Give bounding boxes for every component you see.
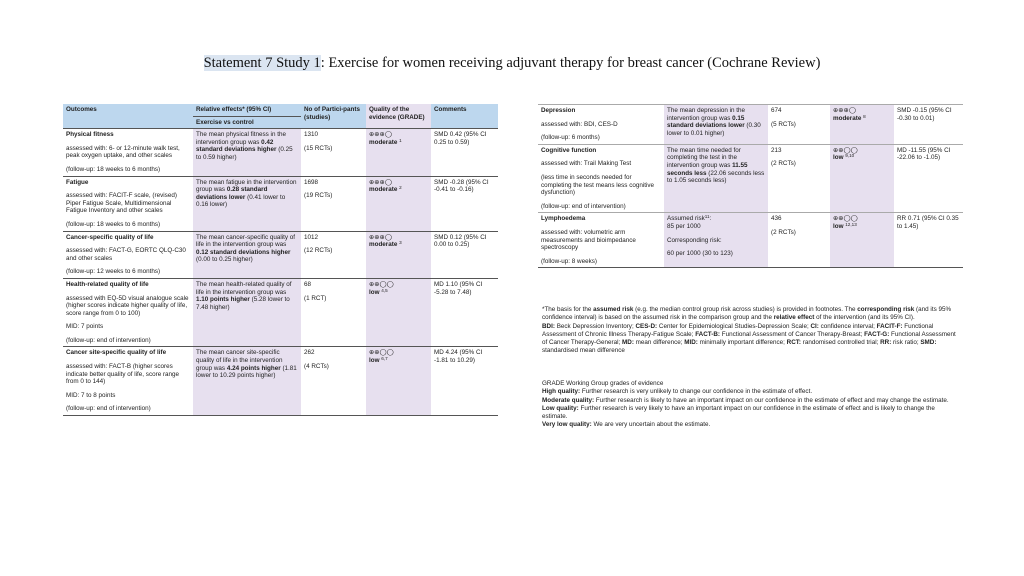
effect-pre: The mean cancer site-specific quality of life in the intervention group was: [196, 349, 283, 372]
grade-cell: [830, 213, 894, 268]
effect-text: [196, 349, 298, 379]
effect-cell: [193, 278, 301, 347]
outcome-followup: (follow-up: 18 weeks to 6 months): [66, 220, 161, 228]
effect-pre: The mean physical fitness in the intervention group was: [196, 131, 286, 146]
outcome-mid: MID: 7 to 8 points: [66, 391, 116, 399]
effect-pre: The mean fatigue in the intervention group was: [196, 178, 297, 194]
slide-title: [0, 55, 1024, 72]
effect-line: 85 per 1000: [667, 222, 701, 230]
footnotes: [542, 306, 962, 356]
participants-count: 213: [771, 146, 782, 154]
participants-cell: [768, 144, 830, 213]
effect-post: (0.30 lower to 0.01 higher): [667, 122, 761, 137]
header-quality: Quality of the evidence (GRADE): [366, 104, 431, 129]
grade-label: [369, 186, 428, 194]
outcome-followup: (follow-up: 6 months): [541, 134, 600, 142]
participants-count: 1698: [304, 178, 319, 186]
comment-cell: SMD -0.15 (95% CI -0.30 to 0.01): [894, 105, 963, 145]
outcome-cell: [63, 129, 193, 176]
grade-label: [833, 154, 891, 162]
table-row: [63, 129, 498, 176]
comment-cell: SMD 0.42 (95% CI 0.25 to 0.59): [431, 129, 498, 176]
grade-footnote: 9,10: [845, 153, 855, 159]
studies-count: (19 RCTs): [304, 192, 333, 200]
effect-cell: [664, 105, 768, 145]
effect-line: Corresponding risk:: [667, 236, 722, 244]
effect-post: (1.81 lower to 10.29 points higher): [196, 364, 297, 380]
outcome-cell: [63, 231, 193, 278]
participants-count: 1310: [304, 131, 319, 139]
effect-bold: 0.28 standard deviations lower: [196, 186, 268, 201]
effect-text: [196, 234, 298, 264]
outcome-cell: [538, 213, 664, 268]
effect-text: [196, 281, 298, 311]
grade-high: High quality: Further research is very unlikely to change our confidence in the estimate of effect.: [542, 388, 813, 396]
grade-cell: [830, 105, 894, 145]
comment-cell: MD 1.10 (95% CI -5.28 to 7.48): [431, 278, 498, 347]
participants-cell: [301, 129, 366, 176]
grade-footnote: 2: [399, 185, 402, 191]
grade-cell: [366, 347, 431, 416]
comment-cell: SMD -0.28 (95% CI -0.41 to -0.16): [431, 176, 498, 231]
studies-count: (2 RCTs): [771, 228, 796, 236]
effect-cell: [193, 129, 301, 176]
effect-post: :: [709, 215, 712, 223]
grade-symbols: ⊕⊕⊕◯: [369, 178, 392, 186]
studies-count: (1 RCT): [304, 294, 327, 302]
effect-cell: [193, 176, 301, 231]
footnote-basis: *The basis for the assumed risk (e.g. the median control group risk across studies) is provided in footnotes. The corresponding risk (and its 95% confidence interval) is based on the assumed risk in the comparison group and the relative effect of the intervention (and its 95% CI).: [542, 306, 952, 322]
table-row: [538, 105, 963, 145]
effect-pre: The mean time needed for completing the test in the intervention group was: [667, 146, 741, 169]
effect-text: [667, 215, 765, 223]
grade-level: moderate: [369, 241, 398, 249]
studies-count: (5 RCTs): [771, 120, 796, 128]
effect-cell: [193, 231, 301, 278]
effect-text: [196, 179, 298, 209]
outcome-cell: [63, 176, 193, 231]
studies-count: (12 RCTs): [304, 247, 333, 255]
outcome-mid: MID: 7 points: [66, 323, 104, 331]
title-rest: : Exercise for women receiving adjuvant therapy for breast cancer (Cochrane Review): [320, 55, 821, 71]
outcome-cell: [538, 105, 664, 145]
grade-label: [833, 223, 891, 231]
comment-cell: RR 0.71 (95% CI 0.35 to 1.45): [894, 213, 963, 268]
grade-symbols: ⊕⊕◯◯: [369, 349, 394, 357]
header-relative-effects: Relative effects* (95% CI): [193, 104, 301, 116]
participants-cell: [301, 347, 366, 416]
effect-pre: The mean cancer-specific quality of life in the intervention group was: [196, 233, 296, 249]
table-header-row: [63, 104, 498, 116]
outcome-name: Cancer-specific quality of life: [66, 233, 154, 241]
participants-cell: [301, 278, 366, 347]
title-highlight: Statement 7 Study 1: [203, 55, 321, 71]
effect-text: [196, 131, 298, 161]
effect-bold: 4.24 points higher: [226, 364, 281, 372]
table-row: [63, 231, 498, 278]
grade-cell: [366, 129, 431, 176]
participants-cell: [768, 105, 830, 145]
grade-label: [833, 115, 891, 123]
effect-cell: [193, 347, 301, 416]
grade-level: moderate: [369, 138, 398, 146]
outcome-cell: [538, 144, 664, 213]
header-participants: No of Partici-pants (studies): [301, 104, 366, 129]
grade-cell: [366, 176, 431, 231]
outcome-cell: [63, 347, 193, 416]
grade-symbols: ⊕⊕◯◯: [833, 146, 858, 154]
outcome-assessed: assessed with: FACT-G, EORTC QLQ-C30 and other scales: [66, 247, 186, 262]
studies-count: (15 RCTs): [304, 144, 333, 152]
grade-level: low: [369, 357, 380, 365]
effect-post: (0.00 to 0.25 higher): [196, 256, 253, 264]
studies-count: (2 RCTs): [771, 160, 796, 168]
grade-footnote: 3: [399, 240, 402, 246]
effect-post: (22.06 seconds less to 1.05 seconds less): [667, 169, 765, 185]
outcome-name: Cancer site-specific quality of life: [66, 349, 167, 357]
footnote-abbreviations: BDI: Beck Depression Inventory; CES-D: Center for Epidemiological Studies-Depression Scale; CI: confidence interval; FACIT-F: Functional Assessment of Chronic Illness Therapy-Fatigue Scale; FACT-B: Functional Assessment of Cancer Therapy-Breast; FACT-G: Functional Assessment of Cancer Therapy-General; MD: mean difference; MID: minimally important difference; RCT: randomised controlled trial; RR: risk ratio; SMD: standardised mean difference: [542, 322, 956, 355]
outcome-followup: (follow-up: end of intervention): [541, 202, 626, 210]
outcome-assessed: assessed with: volumetric arm measurements and bioimpedance spectroscopy: [541, 228, 636, 252]
grade-label: [369, 357, 428, 365]
effect-bold: 0.15 standard deviations lower: [667, 114, 745, 130]
grade-symbols: ⊕⊕⊕◯: [369, 131, 392, 139]
grade-level: low: [369, 288, 380, 296]
table-row: [63, 176, 498, 231]
outcome-followup: (follow-up: end of intervention): [66, 405, 151, 413]
grade-level: moderate: [833, 114, 862, 122]
outcome-name: Cognitive function: [541, 146, 597, 154]
grade-level: moderate: [369, 186, 398, 194]
effect-post: (0.41 lower to 0.16 lower): [196, 193, 286, 209]
grade-footnote: 1: [399, 137, 402, 143]
grade-definitions: [542, 380, 962, 430]
grade-symbols: ⊕⊕⊕◯: [833, 107, 856, 114]
participants-cell: [301, 176, 366, 231]
grade-heading: GRADE Working Group grades of evidence: [542, 380, 664, 387]
grade-label: [369, 289, 428, 297]
effect-post: (5.28 lower to 7.48 higher): [196, 296, 290, 311]
grade-symbols: ⊕⊕◯◯: [369, 280, 394, 288]
grade-level: low: [833, 222, 844, 230]
summary-table-right: [538, 104, 963, 268]
header-outcomes: Outcomes: [63, 104, 193, 129]
effect-text: [667, 147, 765, 185]
participants-cell: [301, 231, 366, 278]
grade-label: [369, 139, 428, 147]
outcome-assessed: assessed with EQ-5D visual analogue scale (higher scores indicate higher quality of life, score range from 0 to 100): [66, 294, 189, 317]
outcome-followup: (follow-up: 12 weeks to 6 months): [66, 268, 161, 276]
outcome-assessed: assessed with: FACIT-F scale, (revised) Piper Fatigue Scale, Multidimensional Fatigue Inventory and other scales: [66, 192, 177, 215]
outcome-followup: (follow-up: 8 weeks): [541, 257, 597, 265]
outcome-cell: [63, 278, 193, 347]
outcome-name: Physical fitness: [66, 131, 114, 139]
participants-count: 262: [304, 349, 315, 357]
participants-count: 436: [771, 215, 782, 223]
comment-cell: MD -11.55 (95% CI -22.06 to -1.05): [894, 144, 963, 213]
outcome-name: Depression: [541, 107, 576, 114]
grade-symbols: ⊕⊕⊕◯: [369, 233, 392, 241]
comment-cell: SMD 0.12 (95% CI 0.00 to 0.25): [431, 231, 498, 278]
outcome-assessed: assessed with: 6- or 12-minute walk test, peak oxygen uptake, and other scales: [66, 144, 180, 160]
outcome-assessed: assessed with: BDI, CES-D: [541, 120, 618, 128]
outcome-note: (less time in seconds needed for completing the test means less cognitive dysfunction): [541, 173, 655, 197]
outcome-followup: (follow-up: 18 weeks to 6 months): [66, 165, 161, 173]
grade-cell: [366, 278, 431, 347]
effect-bold: 0.12 standard deviations higher: [196, 248, 291, 256]
grade-symbols: ⊕⊕◯◯: [833, 215, 858, 223]
table-row: [538, 144, 963, 213]
summary-table-left: [63, 104, 498, 416]
table-row: [538, 213, 963, 268]
studies-count: (4 RCTs): [304, 363, 329, 371]
grade-low: Low quality: Further research is very likely to have an important impact on our confidence in the estimate of effect and is likely to change the estimate.: [542, 404, 935, 421]
participants-count: 674: [771, 107, 782, 114]
effect-text: [667, 107, 765, 137]
grade-label: [369, 241, 428, 249]
outcome-name: Health-related quality of life: [66, 280, 149, 288]
grade-footnote: 8: [863, 113, 866, 119]
table-row: [63, 278, 498, 347]
effect-pre: Assumed risk: [667, 215, 705, 223]
effect-footnote: 11: [704, 214, 710, 220]
effect-bold: 11.55 seconds less: [667, 161, 748, 177]
effect-cell: [664, 144, 768, 213]
participants-count: 1012: [304, 233, 319, 241]
table-row: [63, 347, 498, 416]
outcome-assessed: assessed with: Trail Making Test: [541, 160, 632, 168]
outcome-followup: (follow-up: end of intervention): [66, 336, 151, 344]
grade-cell: [830, 144, 894, 213]
effect-pre: The mean depression in the intervention group was: [667, 107, 746, 122]
effect-line: 60 per 1000 (30 to 123): [667, 250, 733, 258]
effect-post: (0.25 to 0.59 higher): [196, 146, 293, 161]
outcome-name: Lymphoedema: [541, 215, 586, 223]
grade-footnote: 4,5: [381, 287, 388, 293]
outcome-name: Fatigue: [66, 178, 89, 186]
effect-cell: [664, 213, 768, 268]
participants-cell: [768, 213, 830, 268]
participants-count: 68: [304, 280, 312, 288]
comment-cell: MD 4.24 (95% CI -1.81 to 10.29): [431, 347, 498, 416]
grade-cell: [366, 231, 431, 278]
grade-moderate: Moderate quality: Further research is likely to have an important impact on our confidence in the estimate of effect and may change the estimate.: [542, 396, 949, 404]
grade-level: low: [833, 154, 844, 162]
effect-bold: 0.42 standard deviations higher: [196, 138, 277, 154]
effect-pre: The mean health-related quality of life in the intervention group was: [196, 280, 292, 296]
outcome-assessed: assessed with: FACT-B (higher scores indicate better quality of life, score range from 0 to 144): [66, 363, 180, 386]
header-comments: Comments: [431, 104, 498, 129]
grade-very-low: Very low quality: We are very uncertain about the estimate.: [542, 421, 711, 429]
effect-bold: 1.10 points higher: [196, 296, 250, 304]
grade-footnote: 12,13: [845, 221, 857, 227]
header-comparison: Exercise vs control: [193, 116, 301, 129]
grade-footnote: 6,7: [381, 356, 388, 362]
